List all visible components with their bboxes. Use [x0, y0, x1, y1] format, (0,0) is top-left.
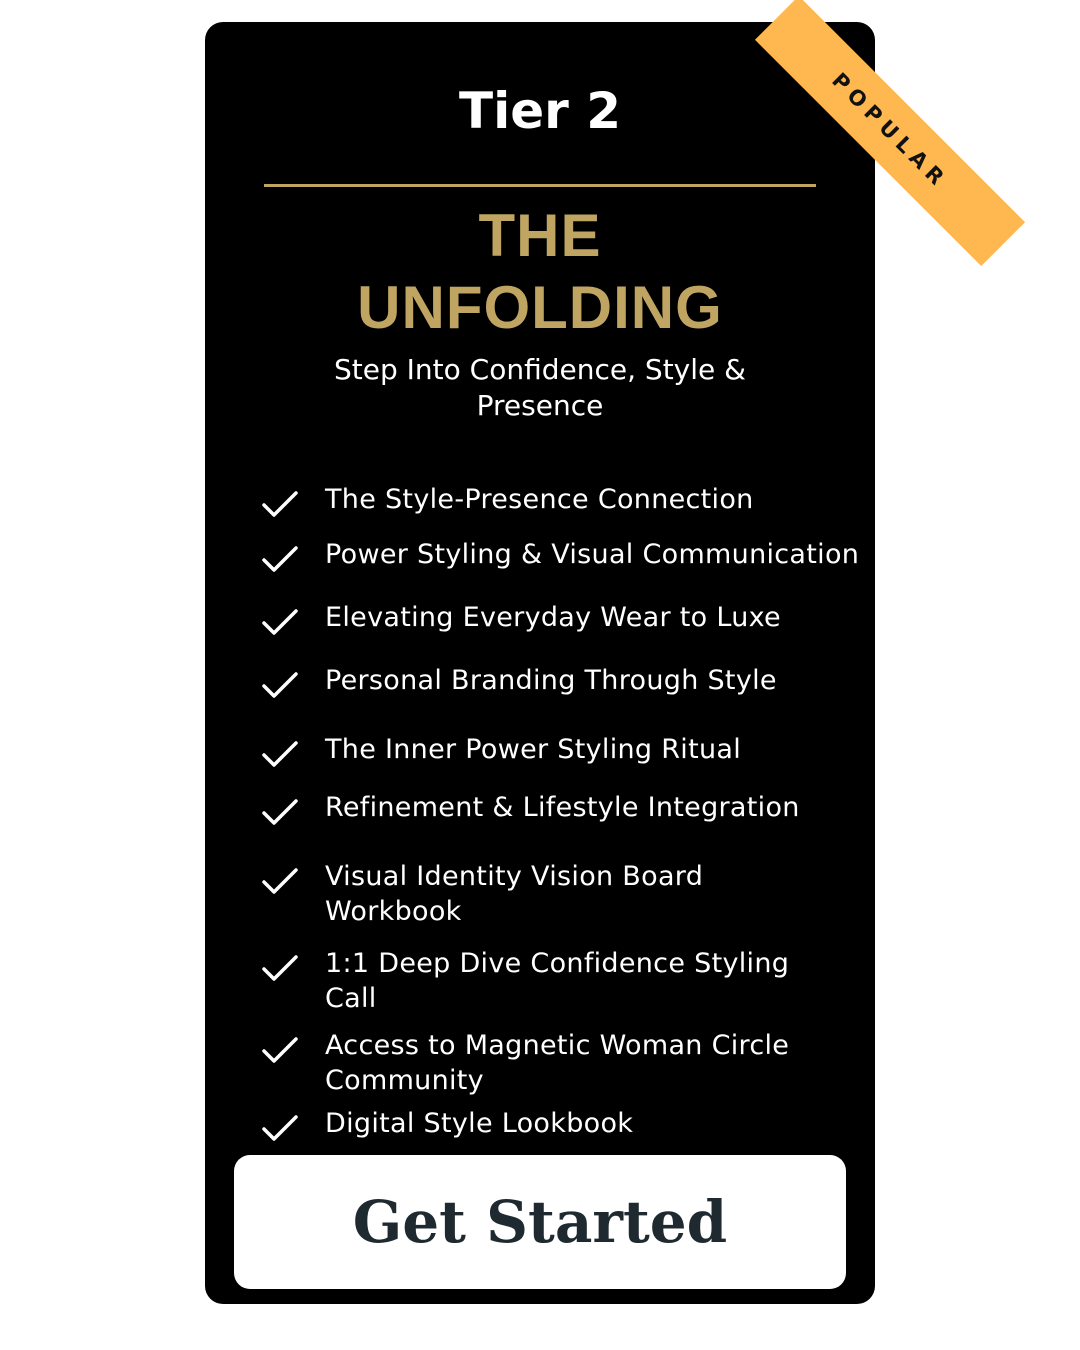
get-started-button[interactable]	[234, 1155, 846, 1289]
check-icon	[260, 602, 300, 642]
pricing-card	[205, 22, 953, 1304]
feature-label: Elevating Everyday Wear to Luxe	[325, 602, 781, 633]
feature-label: Personal Branding Through Style	[325, 665, 777, 696]
feature-label: 1:1 Deep Dive Confidence Styling Call	[325, 948, 790, 1014]
feature-label: The Inner Power Styling Ritual	[325, 734, 742, 765]
feature-item	[260, 482, 870, 524]
feature-item	[260, 859, 870, 929]
get-started-label: Get Started	[352, 1188, 728, 1256]
tier-label: Tier 2	[458, 82, 621, 140]
feature-item	[260, 946, 870, 1016]
feature-item	[260, 537, 870, 579]
plan-subtitle: Step Into Confidence, Style & Presence	[334, 353, 746, 422]
check-icon	[260, 1030, 300, 1070]
check-icon	[260, 1108, 300, 1148]
feature-label: Visual Identity Vision Board Workbook	[325, 861, 704, 927]
feature-item	[260, 600, 870, 642]
feature-label: Refinement & Lifestyle Integration	[325, 792, 800, 823]
feature-item	[260, 1028, 870, 1098]
check-icon	[260, 539, 300, 579]
feature-item	[260, 790, 870, 832]
popular-badge-label: POPULAR	[827, 68, 953, 194]
feature-label: The Style-Presence Connection	[325, 484, 754, 515]
plan-title-line-2: UNFOLDING	[357, 274, 723, 341]
plan-title-line-1: THE	[478, 202, 602, 269]
feature-label: Power Styling & Visual Communication	[325, 539, 860, 570]
feature-label: Access to Magnetic Woman Circle Community	[325, 1030, 790, 1096]
check-icon	[260, 665, 300, 705]
feature-item	[260, 732, 870, 774]
feature-item	[260, 663, 870, 705]
title-divider	[264, 184, 816, 187]
feature-item	[260, 1106, 870, 1148]
plan-title	[205, 200, 875, 344]
check-icon	[260, 861, 300, 901]
check-icon	[260, 948, 300, 988]
check-icon	[260, 734, 300, 774]
check-icon	[260, 792, 300, 832]
check-icon	[260, 484, 300, 524]
feature-label: Digital Style Lookbook	[325, 1108, 634, 1139]
